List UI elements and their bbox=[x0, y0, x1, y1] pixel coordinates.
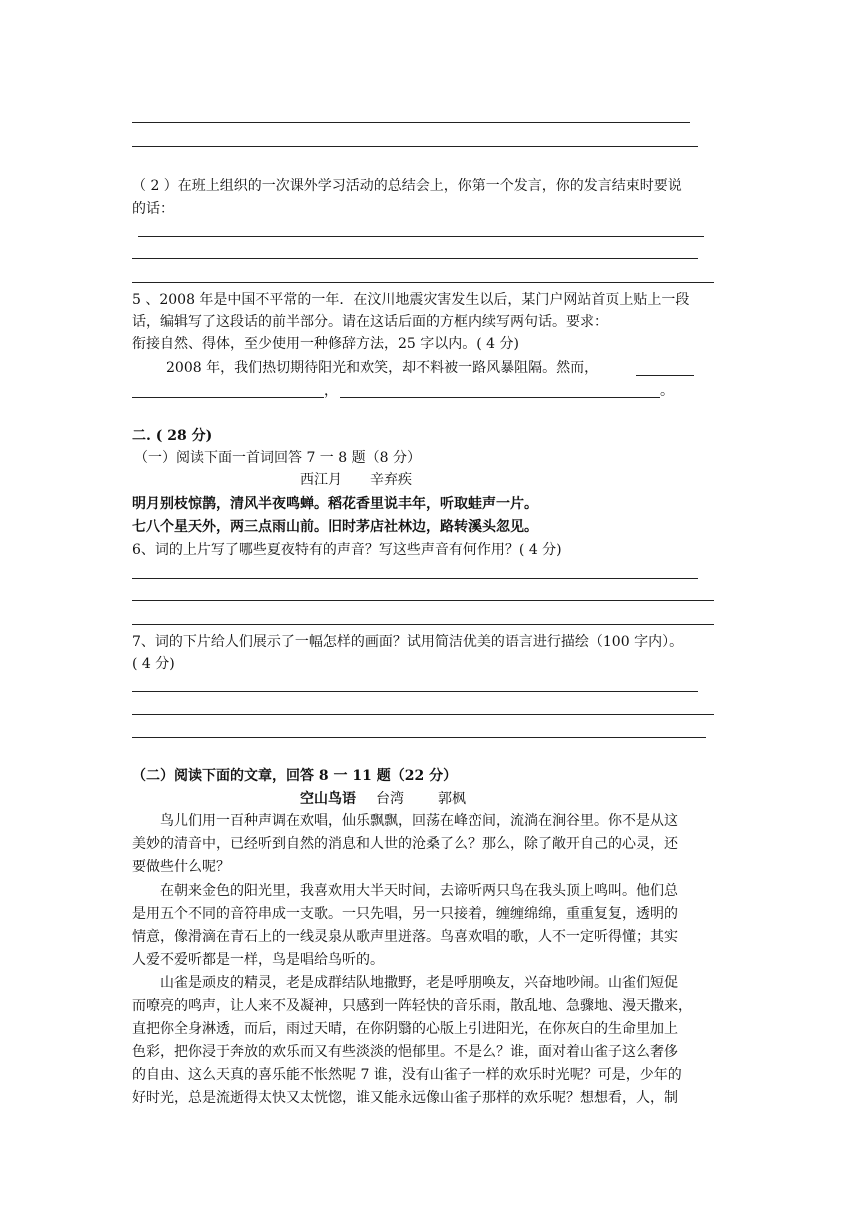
q5-period: 。 bbox=[660, 383, 674, 399]
answer-line bbox=[132, 258, 698, 259]
paragraph-line: 直把你全身淋透，而后，雨过天晴，在你阴翳的心版上引进阳光，在你灰白的生命里加上 bbox=[132, 1021, 678, 1037]
question-7-line1: 7、词的下片给人们展示了一幅怎样的画面？试用简洁优美的语言进行描绘（100 字内）。 bbox=[132, 634, 684, 650]
q4-2-line2: 的话： bbox=[132, 201, 174, 217]
q4-2-line1: （ 2 ）在班上组织的一次课外学习活动的总结会上，你第一个发言，你的发言结束时要说 bbox=[132, 178, 682, 194]
answer-line bbox=[132, 624, 714, 625]
answer-line bbox=[132, 691, 698, 692]
answer-line bbox=[132, 600, 714, 601]
answer-line bbox=[132, 578, 698, 579]
answer-blank[interactable] bbox=[340, 397, 660, 398]
article-title: 空山鸟语 bbox=[300, 791, 356, 807]
q5-passage: 2008 年，我们热切期待阳光和欢笑，却不料被一路风暴阻隔。然而， bbox=[166, 360, 599, 376]
article-origin: 台湾 bbox=[376, 791, 404, 807]
answer-line bbox=[132, 122, 690, 123]
paragraph-line: 情意，像滑滴在青石上的一线灵泉从歌声里迸落。鸟喜欢唱的歌，人不一定听得懂；其实 bbox=[132, 929, 678, 945]
paragraph-line: 色彩，把你浸于奔放的欢乐而又有些淡淡的悒郁里。不是么？谁，面对着山雀子这么奢侈 bbox=[132, 1044, 678, 1060]
question-7-line2: ( 4 分) bbox=[132, 656, 175, 672]
answer-line bbox=[132, 737, 706, 738]
answer-line bbox=[132, 714, 714, 715]
paragraph-line: 而嘹亮的鸣声，让人来不及凝神，只感到一阵轻快的音乐雨，散乱地、急骤地、漫天撒来， bbox=[132, 998, 692, 1014]
answer-line bbox=[132, 282, 714, 283]
paragraph-line: 鸟儿们用一百种声调在欢唱，仙乐飘飘，回荡在峰峦间，流淌在涧谷里。你不是从这 bbox=[160, 813, 678, 829]
answer-line bbox=[138, 236, 704, 237]
answer-line bbox=[132, 146, 698, 147]
part1-intro: （一）阅读下面一首词回答 7 一 8 题（8 分） bbox=[134, 450, 421, 466]
q5-line3: 衔接自然、得体，至少使用一种修辞方法，25 字以内。( 4 分) bbox=[132, 336, 519, 352]
q5-line1: 5 、2008 年是中国不平常的一年．在汶川地震灾害发生以后，某门户网站首页上贴上一段 bbox=[132, 292, 690, 308]
part2-intro: （二）阅读下面的文章，回答 8 一 11 题（22 分） bbox=[132, 768, 458, 784]
q5-comma: ， bbox=[324, 383, 338, 399]
poem-author: 辛弃疾 bbox=[370, 472, 412, 488]
answer-blank[interactable] bbox=[636, 375, 694, 376]
article-author: 郭枫 bbox=[438, 791, 466, 807]
paragraph-line: 人爱不爱听都是一样，鸟是唱给鸟听的。 bbox=[132, 952, 384, 968]
paragraph-line: 在朝来金色的阳光里，我喜欢用大半天时间，去谛听两只鸟在我头顶上鸣叫。他们总 bbox=[160, 883, 678, 899]
paragraph-line: 要做些什么呢？ bbox=[132, 859, 230, 875]
poem-line-1: 明月别枝惊鹊，清风半夜鸣蝉。稻花香里说丰年，听取蛙声一片。 bbox=[132, 496, 538, 512]
paragraph-line: 美妙的清音中，已经听到自然的消息和人世的沧桑了么？那么，除了敞开自己的心灵，还 bbox=[132, 836, 678, 852]
section-heading: 二. ( 28 分) bbox=[132, 428, 213, 444]
question-6: 6、词的上片写了哪些夏夜特有的声音？写这些声音有何作用？( 4 分) bbox=[132, 542, 562, 558]
poem-line-2: 七八个星天外，两三点雨山前。旧时茅店社林边，路转溪头忽见。 bbox=[132, 519, 538, 535]
paragraph-line: 好时光，总是流逝得太快又太恍惚，谁又能永远像山雀子那样的欢乐呢？想想看，人，制 bbox=[132, 1090, 678, 1106]
answer-blank[interactable] bbox=[132, 397, 324, 398]
paragraph-line: 的自由、这么天真的喜乐能不怅然呢 7 谁，没有山雀子一样的欢乐时光呢？可是，少年的 bbox=[132, 1067, 682, 1083]
paragraph-line: 是用五个不同的音符串成一支歌。一只先唱，另一只接着，缠缠绵绵，重重复复，透明的 bbox=[132, 906, 678, 922]
q5-line2: 话，编辑写了这段话的前半部分。请在这话后面的方框内续写两句话。要求： bbox=[132, 314, 608, 330]
paragraph-line: 山雀是顽皮的精灵，老是成群结队地撒野，老是呼朋唤友，兴奋地吵闹。山雀们短促 bbox=[160, 975, 678, 991]
poem-title: 西江月 bbox=[300, 472, 342, 488]
